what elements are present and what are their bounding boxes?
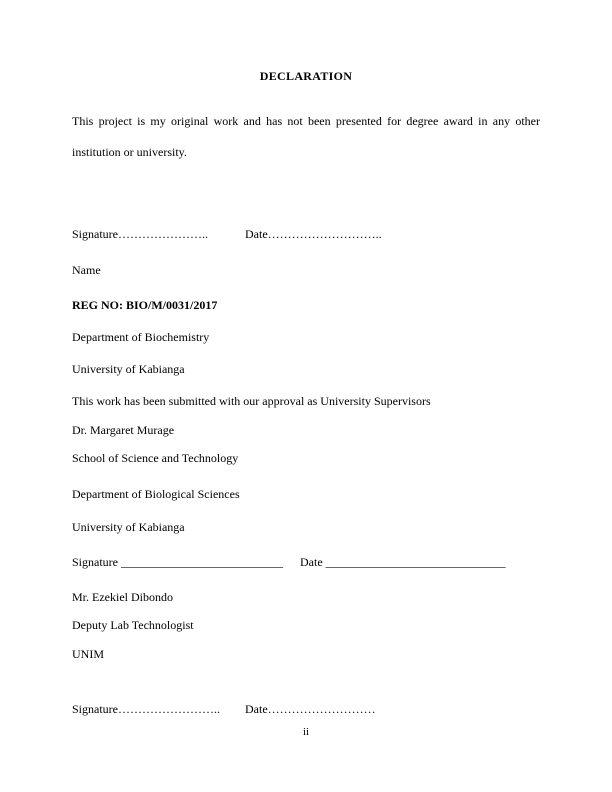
approval-statement: This work has been submitted with our approval as University Supervisors bbox=[72, 394, 431, 408]
supervisor1-signature-row bbox=[72, 554, 540, 570]
declaration-paragraph: This project is my original work and has not been presented for degree award in any other institution or university. bbox=[72, 114, 540, 159]
page-number: ii bbox=[302, 726, 310, 738]
student-university: University of Kabianga bbox=[72, 362, 185, 376]
supervisor1-department: Department of Biological Sciences bbox=[72, 487, 240, 501]
supervisor2-title: Deputy Lab Technologist bbox=[72, 618, 194, 632]
supervisor1-university: University of Kabianga bbox=[72, 520, 185, 534]
student-reg-no: REG NO: BIO/M/0031/2017 bbox=[72, 298, 218, 312]
student-date-line: Date……………………….. bbox=[245, 227, 382, 241]
student-signature-row bbox=[72, 226, 540, 242]
student-department: Department of Biochemistry bbox=[72, 330, 210, 344]
student-name-label: Name bbox=[72, 263, 101, 277]
supervisor1-date-line: Date ______________________________ bbox=[300, 555, 506, 569]
supervisor2-signature-line: Signature…………………….. bbox=[72, 702, 220, 716]
document-content bbox=[72, 0, 540, 717]
supervisor2-signature-row bbox=[72, 701, 540, 717]
supervisor2-name: Mr. Ezekiel Dibondo bbox=[72, 590, 173, 604]
supervisor2-organization: UNIM bbox=[72, 647, 104, 661]
supervisor2-date-line: Date……………………… bbox=[245, 702, 376, 716]
supervisor1-name: Dr. Margaret Murage bbox=[72, 423, 175, 437]
student-signature-line: Signature………………….. bbox=[72, 227, 208, 241]
supervisor1-signature-line: Signature ___________________________ bbox=[72, 555, 283, 569]
supervisor1-school: School of Science and Technology bbox=[72, 451, 239, 465]
section-title: DECLARATION bbox=[259, 69, 353, 83]
